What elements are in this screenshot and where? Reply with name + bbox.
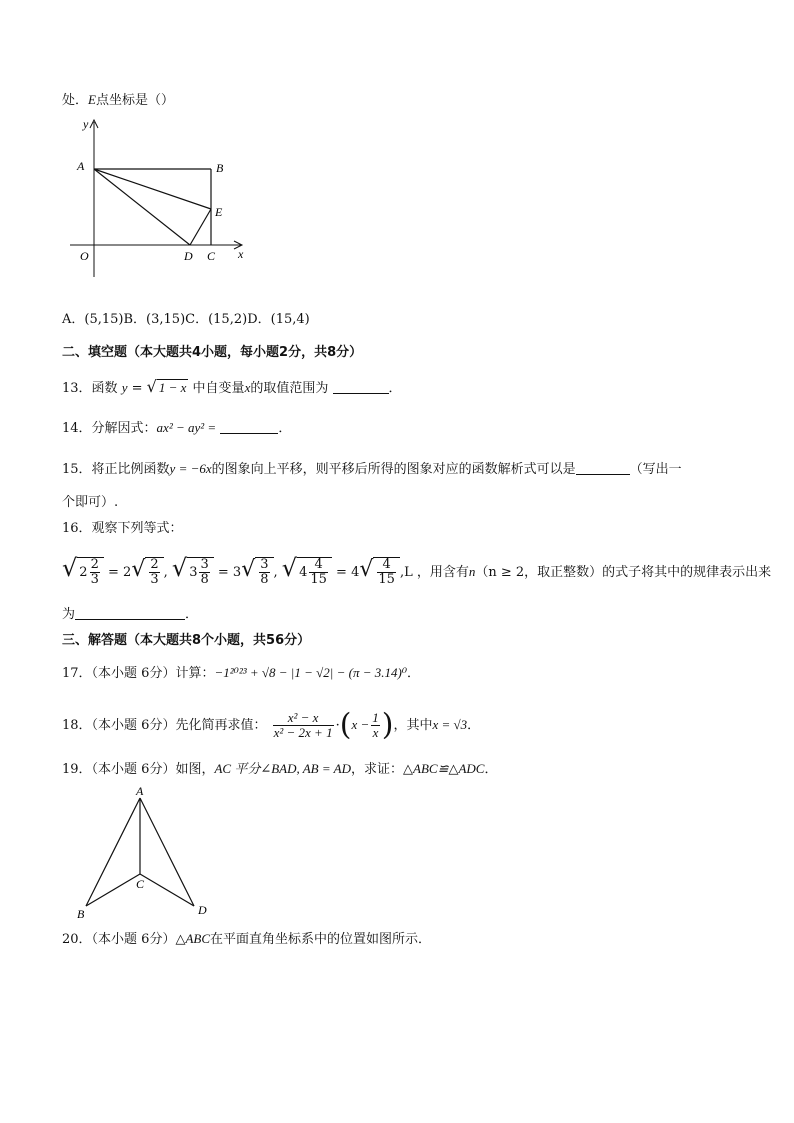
label-D: D xyxy=(184,249,193,263)
label-B: B xyxy=(77,907,85,921)
question-16-intro: 16．观察下列等式： xyxy=(62,521,183,536)
label-B: B xyxy=(216,161,224,175)
label-C: C xyxy=(207,249,216,263)
question-16-line-2: 为 ． xyxy=(62,607,199,622)
figure-rectangle-coordinate xyxy=(70,112,260,282)
question-14: 14．分解因式：ax² − ay² = ． xyxy=(62,420,292,436)
q12-stem-tail: 处．E点坐标是（） xyxy=(62,92,174,108)
question-15-line-2: 个即可）. xyxy=(62,495,119,510)
label-A: A xyxy=(136,784,144,798)
label-E: E xyxy=(215,205,223,219)
label-O: O xyxy=(80,249,89,263)
label-A: A xyxy=(77,159,85,173)
label-D: D xyxy=(198,903,207,917)
question-19: 19．（本小题 6分）如图，AC 平分∠BAD, AB = AD，求证：△ABC≌△ADC． xyxy=(62,761,498,777)
option-c[interactable]: C．(15,2) xyxy=(185,312,248,327)
section-2-title: 二、填空题（本大题共4小题，每小题2分，共8分） xyxy=(62,345,363,360)
label-x: x xyxy=(238,247,244,261)
label-C: C xyxy=(136,877,145,891)
question-15: 15．将正比例函数y = −6x的图象向上平移，则平移后所得的图象对应的函数解析式可以是 （写出一 xyxy=(62,461,682,477)
question-18: 18．（本小题 6分）先化简再求值： $\frac{\text{x² − x}}{\text{x² − 2x + 1}}$ ·(x − $\frac{1}{x}$ )，其中x = √3． xyxy=(62,707,481,743)
option-d[interactable]: D．(15,4) xyxy=(247,312,310,327)
question-13: 13．函数 y = √ 1 − x 中自变量x的取值范围为 ． xyxy=(62,377,402,396)
option-b[interactable]: B．(3,15) xyxy=(123,312,186,327)
q12-options xyxy=(62,311,310,329)
section-3-title: 三、解答题（本大题共8个小题，共56分） xyxy=(62,633,311,648)
answer-blank-14[interactable] xyxy=(220,421,278,434)
label-y: y xyxy=(83,117,89,131)
question-20: 20．（本小题 6分）△ABC在平面直角坐标系中的位置如图所示． xyxy=(62,931,432,947)
figure-triangle-abcd xyxy=(70,784,220,924)
option-a[interactable]: A．(5,15) xyxy=(62,312,124,327)
question-17: 17．（本小题 6分）计算：−1²⁰²³ + √8 − |1 − √2| − (π − 3.14)⁰． xyxy=(62,665,421,681)
answer-blank-15[interactable] xyxy=(576,462,630,475)
question-16-equations: √ 2 $\frac{2}{3}$ = 2√ $\frac{2}{3}$ , √ 3 $\frac{3}{8}$ = 3√ $\frac{3}{8}$ , √ 4 $\frac{4}{15}$ = 4√ $\frac{4}{15}$ ,L ，用含有n（n ≥ 2，取正整数）的式子将其中的规律表示出来 xyxy=(62,554,772,587)
answer-blank-16[interactable] xyxy=(75,607,185,620)
answer-blank-13[interactable] xyxy=(333,381,389,394)
